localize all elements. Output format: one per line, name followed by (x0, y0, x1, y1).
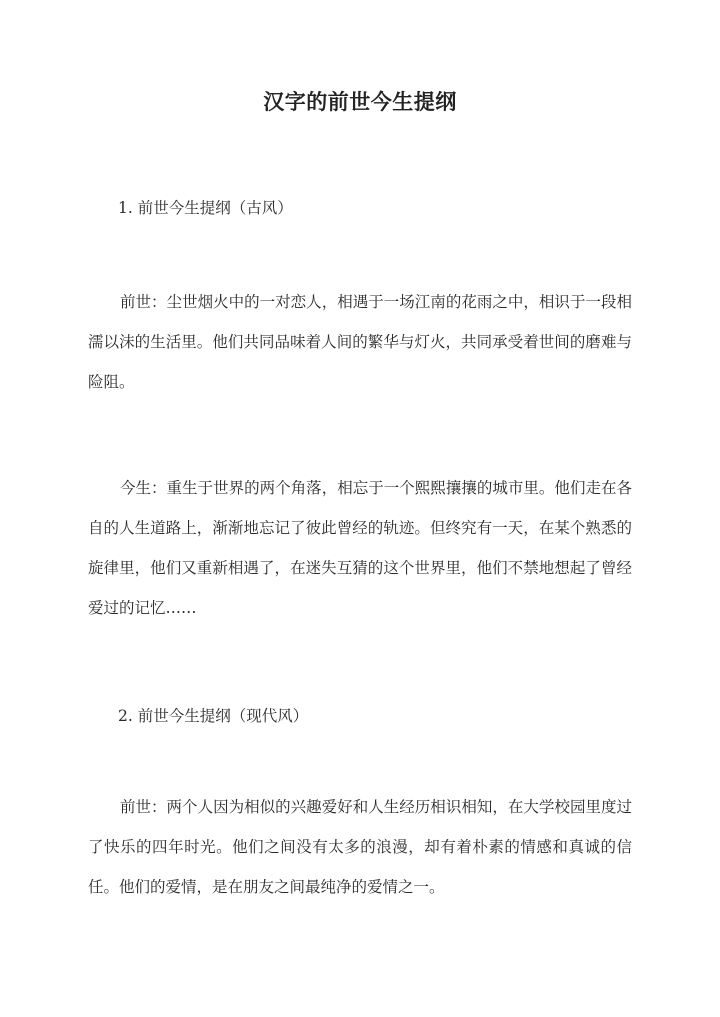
paragraph-section1-past: 前世：尘世烟火中的一对恋人，相遇于一场江南的花雨之中，相识于一段相濡以沫的生活里。他们共同品味着人间的繁华与灯火，共同承受着世间的磨难与险阻。 (88, 293, 632, 391)
document-title: 汉字的前世今生提纲 (263, 89, 457, 114)
paragraph-section2-past: 前世：两个人因为相似的兴趣爱好和人生经历相识相知，在大学校园里度过了快乐的四年时光。他们之间没有太多的浪漫，却有着朴素的情感和真诚的信任。他们的爱情，是在朋友之间最纯净的爱情之一。 (88, 798, 632, 896)
section-heading-1: 1. 前世今生提纲（古风） (118, 199, 293, 217)
section-heading-2: 2. 前世今生提纲（现代风） (118, 707, 309, 725)
paragraph-section1-present: 今生：重生于世界的两个角落，相忘于一个熙熙攘攘的城市里。他们走在各自的人生道路上，渐渐地忘记了彼此曾经的轨迹。但终究有一天，在某个熟悉的旋律里，他们又重新相遇了，在迷失互猜的这个世界里，他们不禁地想起了曾经爱过的记忆…… (88, 479, 632, 617)
